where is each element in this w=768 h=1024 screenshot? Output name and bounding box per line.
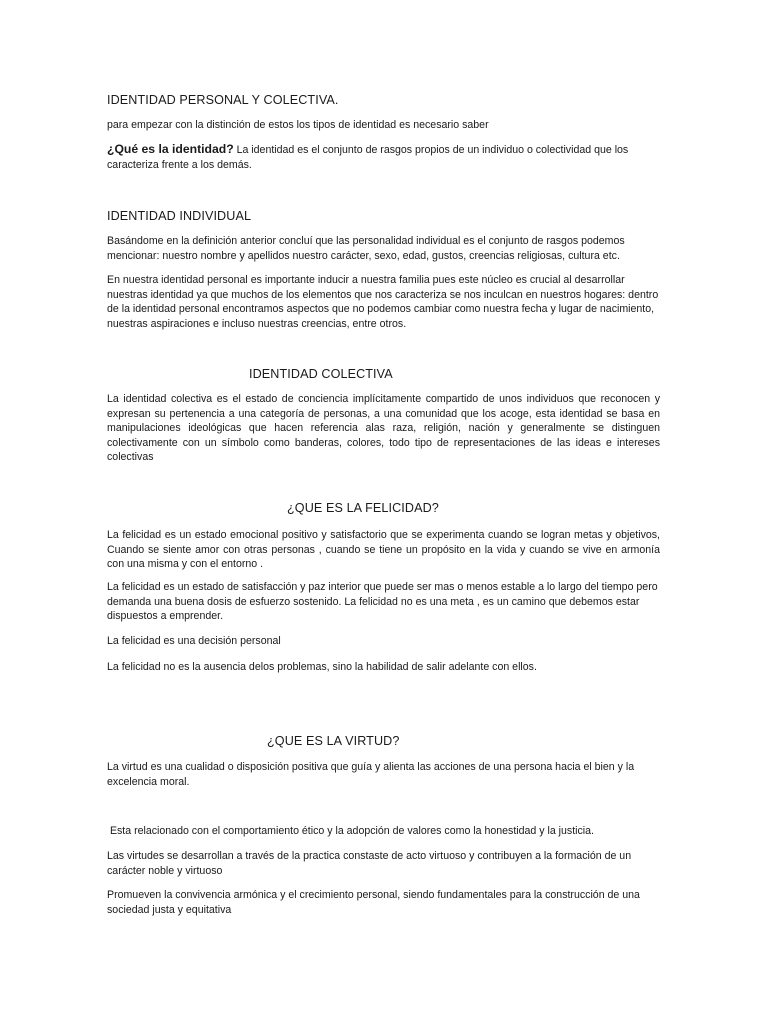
virtud-paragraph-4: Promueven la convivencia armónica y el crecimiento personal, siendo fundamentales para la construcción de una sociedad justa y equitativa [107,889,640,916]
individual-paragraph-2: En nuestra identidad personal es importante inducir a nuestra familia pues este núcleo es crucial al desarrollar nuestras identidad ya que muchos de los elementos que nos caracteriza se nos inculcan en nuestros hogares: dentro de la identidad personal encontramos aspectos que no podemos cambiar como nuestra fecha y lugar de nacimiento, nuestras aspiraciones e incluso nuestras creencias, entre otros. [107,274,659,330]
intro-paragraph: para empezar con la distinción de estos los tipos de identidad es necesario saber [107,119,489,131]
felicidad-paragraph-4: La felicidad no es la ausencia delos problemas, sino la habilidad de salir adelante con ellos. [107,661,537,673]
section-heading-individual: IDENTIDAD INDIVIDUAL [107,209,252,223]
felicidad-paragraph-1: La felicidad es un estado emocional positivo y satisfactorio que se experimenta cuando se logran metas y objetivos, Cuando se siente amor con otras personas , cuando se tiene un propósito en la vida y cuando se vive en armonía con una misma y con el entorno . [107,529,660,571]
felicidad-paragraph-2: La felicidad es un estado de satisfacción y paz interior que puede ser mas o menos estable a lo largo del tiempo pero demanda una buena dosis de esfuerzo sostenido. La felicidad no es una meta , es un camino que debemos estar dispuestos a emprender. [107,581,658,623]
virtud-paragraph-3: Las virtudes se desarrollan a través de la practica constaste de acto virtuoso y contribuyen a la formación de un carácter noble y virtuoso [107,850,637,877]
section-heading-felicidad: ¿QUE ES LA FELICIDAD? [287,501,439,515]
identity-definition-paragraph [107,142,660,172]
colectiva-paragraph-1: La identidad colectiva es el estado de conciencia implícitamente compartido de unos individuos que reconocen y expresan su pertenencia a una categoría de personas, a una comunidad que los acoge, esta identidad se basa en manipulaciones ideológicas que hacen referencia alas raza, religión, nación y generalmente se distinguen colectivamente con un símbolo como banderas, colores, todo tipo de representaciones de las ideas e intereses colectivas [107,393,660,464]
virtud-paragraph-2: Esta relacionado con el comportamiento ético y la adopción de valores como la honestidad y la justicia. [107,825,594,837]
individual-paragraph-1: Basándome en la definición anterior concluí que las personalidad individual es el conjunto de rasgos podemos mencionar: nuestro nombre y apellidos nuestro carácter, sexo, edad, gustos, creencias religiosas, cultura etc. [107,235,625,262]
identity-question-lead: ¿Qué es la identidad? [107,142,234,156]
section-heading-virtud: ¿QUE ES LA VIRTUD? [267,734,400,748]
document-title: IDENTIDAD PERSONAL Y COLECTIVA. [107,93,339,107]
section-heading-colectiva: IDENTIDAD COLECTIVA [249,367,393,381]
felicidad-paragraph-3: La felicidad es una decisión personal [107,635,281,647]
virtud-paragraph-1: La virtud es una cualidad o disposición positiva que guía y alienta las acciones de una persona hacia el bien y la excelencia moral. [107,761,635,788]
identity-definition-text: La identidad es el conjunto de rasgos propios de un individuo o colectividad que los caracteriza frente a los demás. [107,144,629,171]
